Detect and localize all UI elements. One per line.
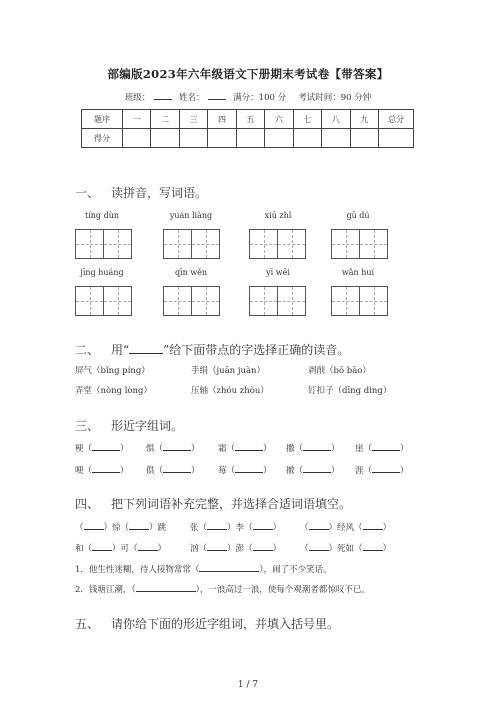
section1-text: 读拼音，写词语。 [111,186,208,200]
score-header-cell: 四 [208,110,236,129]
section4-heading [75,495,351,512]
score-header-cell: 二 [151,110,179,129]
answer-blank[interactable] [163,463,191,473]
answer-blank[interactable] [363,541,383,551]
question-text: 1．他生性迷糊，待人接物常常（ [75,565,200,575]
score-header-row [82,110,414,129]
idiom-char: 死如 [337,544,355,554]
answer-blank[interactable] [129,520,149,530]
score-cell[interactable] [123,129,151,148]
writing-grid[interactable] [331,286,388,316]
section4-text: 把下列词语补充完整，并选择合适词语填空。 [111,497,352,511]
section2-text-a: 用“ [111,343,130,357]
section2-number: 二、 [75,343,100,357]
fill-question-1 [75,562,332,575]
question-text: 2．钱塘江潮，（ [75,585,136,595]
idiom-char: 汹 [190,544,199,554]
char: 俱 [146,466,155,476]
exam-title: 部编版2023年六年级语文下册期末考试卷【带答案】 [107,67,389,81]
similar-char-item[interactable]: 俱（ ） [146,463,200,476]
answer-blank[interactable] [138,541,158,551]
section2-heading [75,341,349,358]
pinyin-label: yī wēi [266,268,290,277]
pinyin-label: jīng huáng [80,268,124,277]
answer-blank[interactable] [253,541,273,551]
reading-choice[interactable]: 钉扣子（dīng dìng） [308,386,392,396]
char: 撤 [286,466,295,476]
score-header-cell: 总分 [379,110,414,129]
name-blank[interactable] [208,90,226,100]
answer-blank[interactable] [92,463,120,473]
score-cell[interactable] [179,129,207,148]
idiom-char: 和 [75,544,84,554]
score-cell[interactable] [322,129,350,148]
class-label: 班级： [124,93,151,103]
exam-time: 考试时间：90 分钟 [298,93,372,103]
answer-blank[interactable] [84,520,104,530]
writing-grid[interactable] [249,286,306,316]
pinyin-label: qīn wěn [174,268,208,277]
pinyin-label: wǎn huí [341,268,375,277]
section3-text: 形近字组词。 [111,419,184,433]
full-score: 满分：100 分 [233,93,287,103]
similar-char-item[interactable]: 莓（ ） [218,463,272,476]
section3-heading [75,417,183,434]
answer-blank[interactable] [199,562,259,572]
writing-grid[interactable] [75,229,132,259]
idiom-item[interactable]: 汹（ ）澎（ ） [190,541,281,554]
section1-heading [75,184,207,201]
score-header-cell: 三 [179,110,207,129]
char: 涯 [355,466,364,476]
similar-char-item[interactable]: 撒（ ） [286,441,340,454]
score-header-cell: 题序 [82,110,123,129]
answer-blank[interactable] [372,463,400,473]
idiom-char: 李 [235,523,245,533]
section2-heading-blank [129,344,163,354]
answer-blank[interactable] [253,520,273,530]
similar-char-item[interactable]: 涯（ ） [355,463,409,476]
score-table [81,109,414,148]
similar-char-item[interactable]: 哽（ ） [75,463,129,476]
similar-char-item[interactable]: 梗（ ） [75,441,129,454]
question-text: ），一浪高过一浪，使每个观潮者都惊叹不已。 [195,585,370,595]
similar-char-item[interactable]: 霜（ ） [218,441,272,454]
pinyin-label: yuán liàng [169,211,213,220]
idiom-char: 澎 [235,544,245,554]
writing-grid[interactable] [331,229,388,259]
reading-choice[interactable]: 压轴（zhóu zhòu） [191,386,269,396]
answer-blank[interactable] [136,582,196,592]
answer-blank[interactable] [207,520,227,530]
class-blank[interactable] [154,90,172,100]
similar-char-item[interactable]: 撤（ ） [286,463,340,476]
score-cell[interactable] [350,129,379,148]
fill-question-2 [75,582,370,595]
reading-choice[interactable]: 剥削（bō bāo） [308,366,371,376]
pinyin-label: gū dú [346,211,370,220]
reading-choice[interactable]: 手绢（juān juàn） [191,366,266,376]
answer-blank[interactable] [163,441,191,451]
section5-heading [75,615,339,632]
score-value-row [82,129,414,148]
page-number: 1 / 7 [237,680,259,690]
score-header-cell: 五 [236,110,264,129]
answer-blank[interactable] [303,441,331,451]
similar-char-item[interactable]: 崖（ ） [355,441,409,454]
score-header-cell: 九 [350,110,379,129]
name-label: 姓名： [178,93,205,103]
section1-number: 一、 [75,186,100,200]
score-cell[interactable] [265,129,293,148]
answer-blank[interactable] [303,463,331,473]
score-header-cell: 八 [322,110,350,129]
pinyin-label: xiū zhǐ [264,211,292,220]
exam-info [0,90,496,103]
writing-grid[interactable] [163,286,220,316]
section4-number: 四、 [75,497,100,511]
char: 梗 [75,444,84,454]
question-text: ），闹了不少笑话。 [259,565,332,575]
score-header-cell: 七 [293,110,321,129]
char: 撒 [286,444,295,454]
writing-grid[interactable] [249,229,306,259]
score-cell[interactable] [379,129,414,148]
reading-choice[interactable]: 屏气（bǐng píng） [75,366,150,376]
idiom-char: 张 [190,523,199,533]
char: 哽 [75,466,84,476]
answer-blank[interactable] [363,520,383,530]
idiom-item[interactable]: （ ）经风（ ） [300,520,391,533]
idiom-char: 经风 [337,523,355,533]
char: 霜 [218,444,227,454]
section3-number: 三、 [75,419,100,433]
score-cell[interactable] [236,129,264,148]
answer-blank[interactable] [309,541,329,551]
score-header-cell: 一 [123,110,151,129]
pinyin-label: tíng dùn [84,211,119,220]
score-row-label: 得分 [82,129,123,148]
section5-number: 五、 [75,617,100,631]
answer-blank[interactable] [207,541,227,551]
reading-choice[interactable]: 弄堂（nòng lòng） [75,386,152,396]
section5-text: 请你给下面的形近字组词，并填入括号里。 [111,617,340,631]
idiom-item[interactable]: （ ）死如（ ） [300,541,391,554]
answer-blank[interactable] [235,441,263,451]
answer-blank[interactable] [92,541,112,551]
idiom-char: 可 [120,544,130,554]
writing-grid[interactable] [163,229,220,259]
idiom-item[interactable]: 和（ ）可（ ） [75,541,166,554]
writing-grid[interactable] [75,286,132,316]
answer-blank[interactable] [92,441,120,451]
idiom-char: 惊 [112,523,121,533]
score-cell[interactable] [208,129,236,148]
char: 崖 [355,444,364,454]
answer-blank[interactable] [372,441,400,451]
answer-blank[interactable] [235,463,263,473]
char: 莓 [218,466,227,476]
score-cell[interactable] [293,129,321,148]
idiom-item[interactable]: 张（ ）李（ ） [190,520,281,533]
score-cell[interactable] [151,129,179,148]
section2-text-b: ”给下面带点的字选择正确的读音。 [163,343,350,357]
score-header-cell: 六 [265,110,293,129]
similar-char-item[interactable]: 惧（ ） [146,441,200,454]
answer-blank[interactable] [309,520,329,530]
char: 惧 [146,444,155,454]
idiom-item[interactable]: （ ）惊（ ）跳 [75,520,166,533]
idiom-char: 跳 [157,523,167,533]
